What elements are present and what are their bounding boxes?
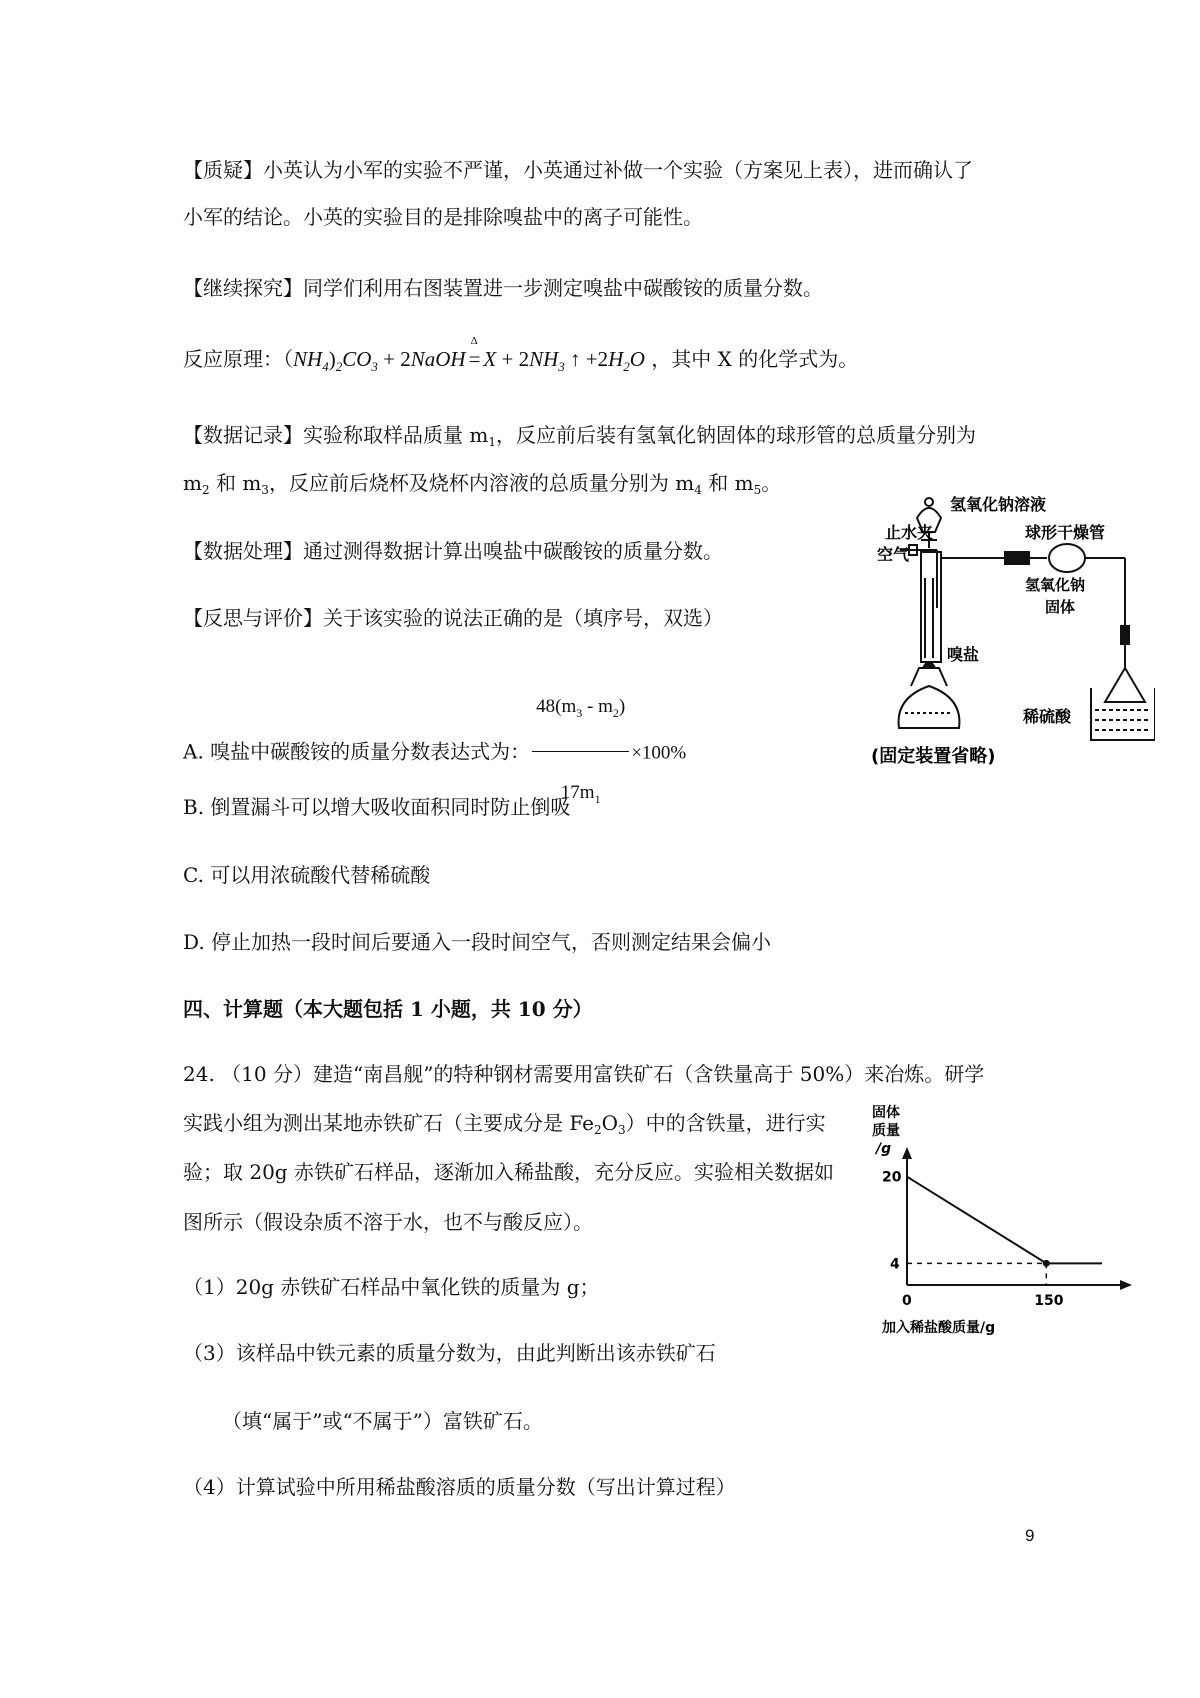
q24-sub-3b: （填“属于”或“不属于”）富铁矿石。 [222,1409,543,1433]
data-record-line-2 [183,471,781,502]
num-part-b: - m [582,696,613,717]
question-line-1: 【质疑】小英认为小军的实验不严谨，小英通过补做一个实验（方案见上表），进而确认了 [183,158,973,182]
eq-plus1: + [377,347,401,371]
data-record-label: 【数据记录】实验称取样品质量 m [183,423,489,447]
eq-sub2a: 2 [335,359,343,375]
label-naoh-solid-2: 固体 [1045,598,1076,616]
q24-line-3: 验；取 20g 赤铁矿石样品，逐渐加入稀盐酸，充分反应。实验相关数据如 [183,1160,834,1184]
q24-line-4: 图所示（假设杂质不溶于水，也不与酸反应）。 [183,1210,593,1234]
data-record-sub3: 3 [261,483,269,497]
label-naoh-solid-1: 氢氧化钠 [1025,576,1086,594]
y-axis-arrow [902,1147,912,1159]
data-record-mid2: ，反应前后烧杯及烧杯内溶液的总质量分别为 m [268,471,695,495]
eq-nh: NH [293,347,323,371]
q24-line2-c: ）中的含铁量，进行实 [625,1111,826,1135]
label-drying-tube: 球形干燥管 [1025,523,1106,542]
eq-plus3: + [585,347,598,371]
reflection-text: 【反思与评价】关于该实验的说法正确的是（填序号，双选） [183,606,723,630]
q24-line2-b: O [601,1111,619,1135]
data-record-and1: 和 m [209,471,262,495]
eq-sub3b: 3 [558,359,565,375]
x-tick-0: 0 [902,1293,912,1309]
eq-plus2: + [496,347,519,371]
label-naoh-solution: 氢氧化钠溶液 [950,495,1047,514]
option-c: C. 可以用浓硫酸代替稀硫酸 [183,863,431,887]
num-part-a: 48(m [536,696,577,717]
eq-h: H [608,347,624,371]
label-air: 空气 [877,545,910,564]
y-tick-20: 20 [882,1169,902,1186]
eq-rparen: ) [328,347,336,371]
x-axis-arrow [1120,1280,1132,1290]
q24-sub-1: （1）20g 赤铁矿石样品中氧化铁的质量为 g； [183,1275,600,1299]
reaction-prefix: 反应原理： [183,347,283,371]
eq-o: O [629,347,645,371]
x-axis-label: 加入稀盐酸质量/g [882,1320,996,1336]
data-record-mid: ，反应前后装有氢氧化钠固体的球形管的总质量分别为 [495,423,976,447]
data-record-end: 。 [761,471,782,495]
data-record-m2: m [183,471,202,495]
explore-text: 【继续探究】同学们利用右图装置进一步测定嗅盐中碳酸铵的质量分数。 [183,276,823,300]
eq-coef2b: 2 [518,347,530,371]
data-record-sub4: 4 [694,483,702,497]
x-tick-150: 150 [1034,1293,1064,1309]
series-line [907,1177,1102,1264]
q24-line2-sub1: 2 [593,1123,602,1137]
eq-equals: = [468,347,481,371]
option-d: D. 停止加热一段时间后要通入一段时间空气，否则测定结果会偏小 [183,930,772,954]
data-record-sub2: 2 [201,483,210,497]
num-sub2: 2 [612,705,619,720]
eq-sub2b: 2 [623,359,630,375]
apparatus-caption: (固定装置省略) [871,746,996,767]
eq-up-arrow: ↑ [564,347,586,371]
q24-line-1: 24. （10 分）建造“南昌舰”的特种钢材需要用富铁矿石（含铁量高于 50%）来冶炼。研学 [183,1062,985,1086]
y-label-line3: /g [876,1141,892,1157]
label-dilute-acid: 稀硫酸 [1023,707,1072,726]
eq-naoh: NaOH [410,347,466,371]
y-label-line1: 固体 [872,1105,900,1121]
q24-sub-3: （3）该样品中铁元素的质量分数为，由此判断出该赤铁矿石 [183,1341,716,1365]
beaker [1091,668,1155,740]
y-tick-4: 4 [890,1256,900,1273]
den-sub1: 1 [594,791,601,806]
eq-coef2a: 2 [400,347,411,371]
data-record-line-1 [183,423,976,454]
page-number: 9 [1025,1526,1035,1545]
q24-line-2 [183,1111,826,1142]
data-process-text: 【数据处理】通过测得数据计算出嗅盐中碳酸铵的质量分数。 [183,539,723,563]
option-a-tail: ×100% [631,742,687,764]
num-part-c: ) [618,696,626,717]
mass-chart [862,1095,1142,1350]
question-line-2: 小军的结论。小英的实验目的是排除嗅盐中的离子可能性。 [183,205,703,229]
section-heading: 四、计算题（本大题包括 1 小题，共 10 分） [183,997,593,1021]
data-record-sub5: 5 [753,483,762,497]
data-point-turn [1043,1260,1050,1267]
den-part-a: 17m [560,781,595,803]
y-label-line2: 质量 [872,1123,900,1139]
data-record-sub1: 1 [488,435,496,449]
q24-sub-4: （4）计算试验中所用稀盐酸溶质的质量分数（写出计算过程） [183,1475,736,1499]
alcohol-lamp [899,662,960,728]
eq-co: CO [342,347,372,371]
option-b: B. 倒置漏斗可以增大吸收面积同时防止倒吸 [183,795,571,819]
reaction-equation [183,335,859,379]
data-record-and2: 和 m [701,471,754,495]
q24-line2-a: 实践小组为测出某地赤铁矿石（主要成分是 Fe [183,1111,594,1135]
label-stop-clamp: 止水夹 [885,523,934,542]
eq-x: X [483,347,497,371]
num-sub3: 3 [576,705,583,720]
apparatus-diagram [855,488,1155,768]
q24-line2-sub2: 3 [618,1123,626,1137]
label-smelling-salt: 嗅盐 [947,645,980,664]
fraction-denominator [532,752,629,834]
eq-sub4: 4 [322,359,329,375]
reaction-lparen: （ [283,347,293,371]
reaction-suffix: ，其中 X 的化学式为。 [644,347,859,371]
eq-coef2c: 2 [597,347,609,371]
eq-sub3a: 3 [371,359,378,375]
option-a-label: A. 嗅盐中碳酸铵的质量分数表达式为： [183,739,531,764]
eq-nh3: NH [529,347,559,371]
fraction-numerator [532,672,629,752]
eq-delta: Δ [470,335,478,347]
